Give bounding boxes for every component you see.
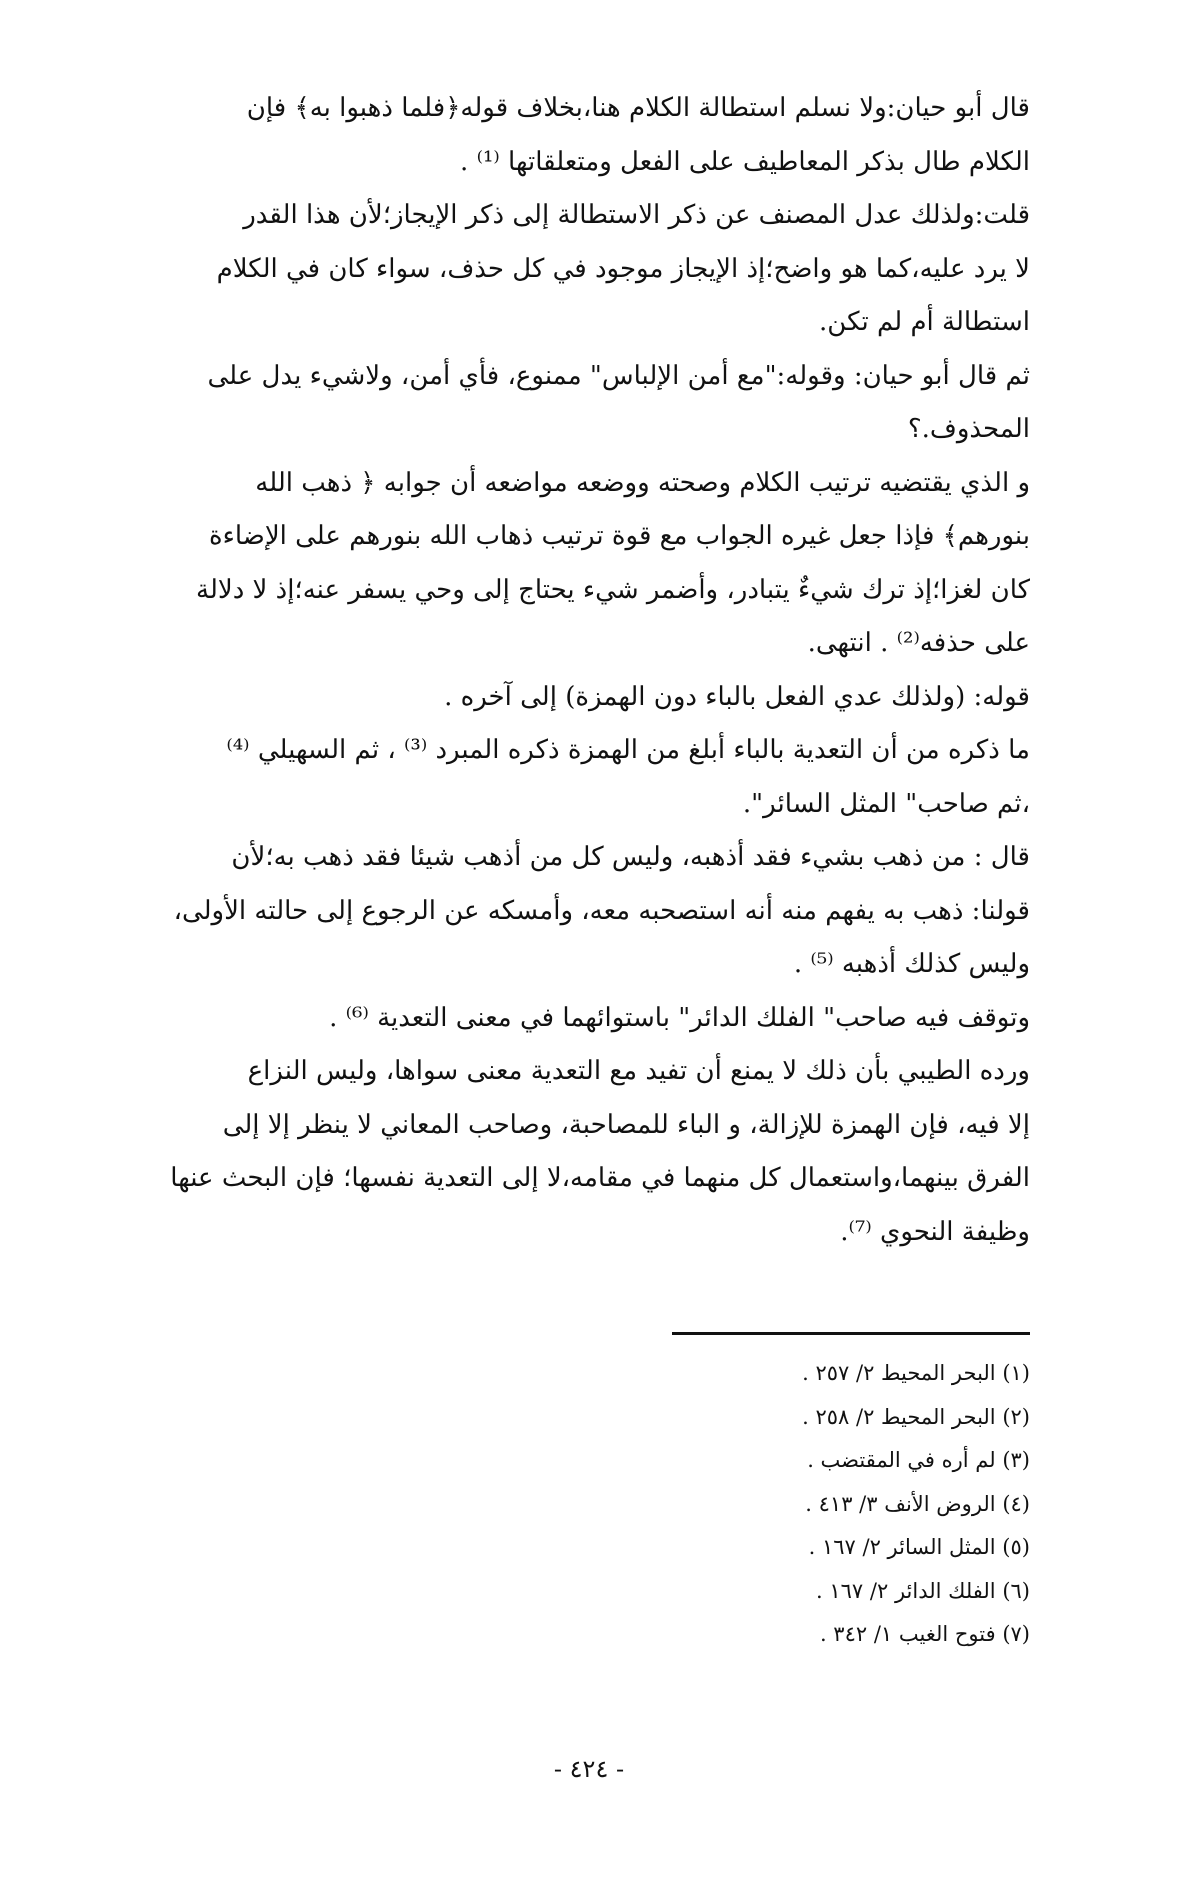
text-line: و الذي يقتضيه ترتيب الكلام وصحته ووضعه مواضعه أن جوابه ﴿ ذهب الله [255, 467, 1030, 498]
text-line: الفرق بينهما،واستعمال كل منهما في مقامه،لا إلى التعدية نفسها؛ فإن البحث عنها [170, 1163, 1030, 1193]
text-line: قولنا: ذهب به يفهم منه أنه استصحبه معه، وأمسكه عن الرجوع إلى حالته الأولى، [173, 895, 1030, 926]
footnote: (٤) الروض الأنف ٣/ ٤١٣ . [805, 1491, 1030, 1516]
text-line: وليس كذلك أذهبه ⁽⁵⁾ . [793, 949, 1030, 979]
footnote: (٣) لم أره في المقتضب . [807, 1448, 1030, 1472]
text-line: إلا فيه، فإن الهمزة للإزالة، و الباء للمصاحبة، وصاحب المعاني لا ينظر إلا إلى [222, 1109, 1030, 1140]
text-line: وتوقف فيه صاحب" الفلك الدائر" باستوائهما في معنى التعدية ⁽⁶⁾ . [329, 1002, 1030, 1033]
text-line: على حذفه⁽²⁾ . انتهى. [807, 628, 1030, 658]
text-line: قلت:ولذلك عدل المصنف عن ذكر الاستطالة إلى ذكر الإيجاز؛لأن هذا القدر [243, 200, 1030, 230]
text-line: ما ذكره من أن التعدية بالباء أبلغ من الهمزة ذكره المبرد ⁽³⁾ ، ثم السهيلي ⁽⁴⁾ [226, 735, 1030, 765]
text-line: لا يرد عليه،كما هو واضح؛إذ الإيجاز موجود في كل حذف، سواء كان في الكلام [216, 253, 1030, 284]
text-line: قال أبو حيان:ولا نسلم استطالة الكلام هنا،بخلاف قوله﴿فلما ذهبوا به﴾ فإن [246, 93, 1030, 123]
footnote: (٧) فتوح الغيب ١/ ٣٤٢ . [819, 1622, 1030, 1646]
footnote-separator [672, 1332, 1030, 1335]
text-line: ثم قال أبو حيان: وقوله:"مع أمن الإلباس" ممنوع، فأي أمن، ولاشيء يدل على [207, 360, 1030, 391]
text-line: ورده الطيبي بأن ذلك لا يمنع أن تفيد مع التعدية معنى سواها، وليس النزاع [247, 1056, 1030, 1086]
text-line: وظيفة النحوي ⁽⁷⁾. [840, 1216, 1030, 1247]
text-line: قال : من ذهب بشيء فقد أذهبه، وليس كل من أذهب شيئا فقد ذهب به؛لأن [231, 842, 1030, 872]
footnote: (٦) الفلك الدائر ٢/ ١٦٧ . [816, 1578, 1030, 1603]
page-number: - ٤٢٤ - [553, 1755, 625, 1783]
text-line: قوله: (ولذلك عدي الفعل بالباء دون الهمزة) إلى آخره . [444, 681, 1030, 712]
text-line: ،ثم صاحب" المثل السائر". [742, 788, 1030, 819]
text-line: بنورهم﴾ فإذا جعل غيره الجواب مع قوة ترتيب ذهاب الله بنورهم على الإضاءة [208, 521, 1030, 551]
text-line: كان لغزا؛إذ ترك شيءٌ يتبادر، وأضمر شيء يحتاج إلى وحي يسفر عنه؛إذ لا دلالة [196, 574, 1030, 605]
text-line: المحذوف.؟ [907, 414, 1030, 444]
footnote: (١) البحر المحيط ٢/ ٢٥٧ . [802, 1361, 1030, 1385]
text-line: استطالة أم لم تكن. [819, 307, 1030, 337]
footnote: (٥) المثل السائر ٢/ ١٦٧ . [808, 1535, 1030, 1559]
footnotes [600, 1352, 1030, 1657]
text-line: الكلام طال بذكر المعاطيف على الفعل ومتعلقاتها ⁽¹⁾ . [460, 146, 1030, 177]
body-text [150, 82, 1030, 1259]
footnote: (٢) البحر المحيط ٢/ ٢٥٨ . [802, 1404, 1030, 1429]
